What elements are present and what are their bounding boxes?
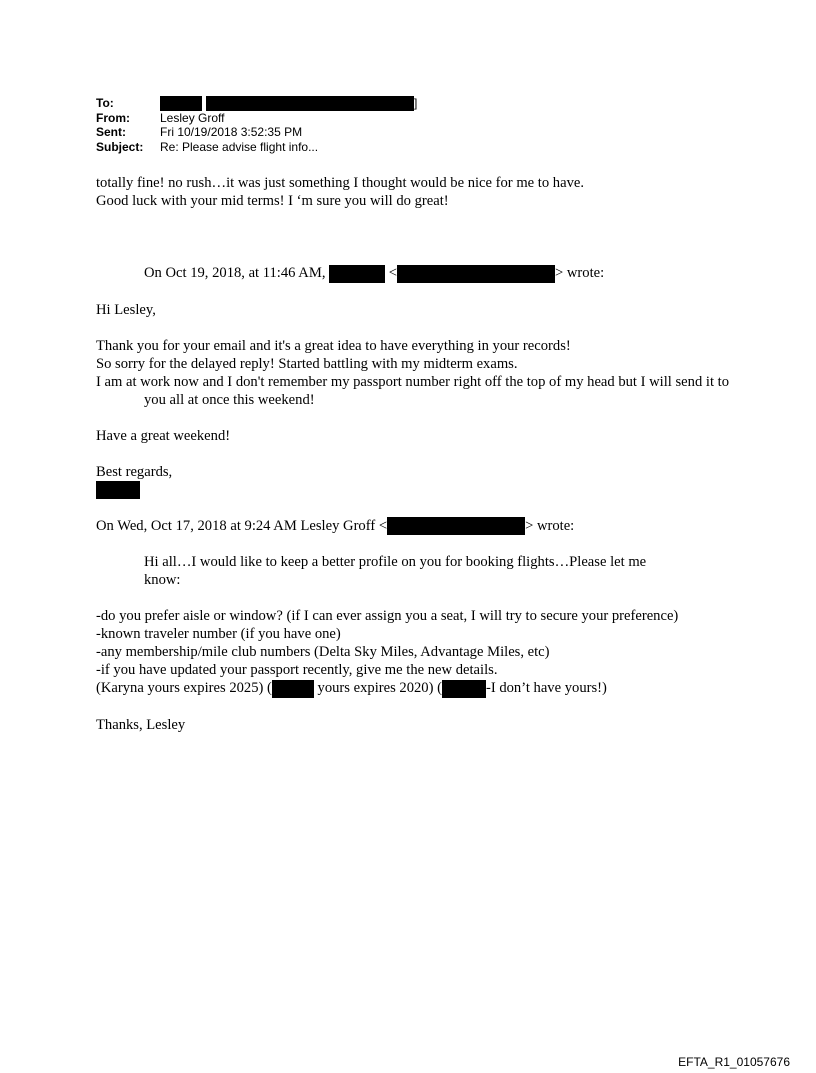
quote1-paragraph: So sorry for the delayed reply! Started battling with my midterm exams. [96,355,518,372]
to-trailing-bracket: ] [414,96,418,110]
redaction-box [397,265,555,283]
redaction-box [329,265,385,283]
redaction-box [387,517,525,535]
quote1-intro [96,264,736,283]
quote1-signoff: Best regards, [96,463,173,480]
sent-label: Sent: [96,125,126,139]
quote1-closing: Have a great weekend! [96,427,231,444]
quote1-wrote: > wrote: [555,265,605,281]
quote2-list-item: -known traveler number (if you have one) [96,626,341,643]
to-label: To: [96,96,114,110]
quote1-open-bracket: < [388,265,398,281]
subject-value: Re: Please advise flight info... [160,139,319,154]
from-value: Lesley Groff [160,110,225,125]
subject-row [96,140,417,155]
reply-line: totally fine! no rush…it was just something I thought would be nice for me to have. [96,175,584,191]
sent-row [96,125,417,140]
quote1-intro-text: On Oct 19, 2018, at 11:46 AM, [144,265,326,281]
subject-label: Subject: [96,139,144,154]
quote1-paragraph: Thank you for your email and it's a great idea to have everything in your records! [96,337,571,354]
quote2-message: Hi all…I would like to keep a better profile on you for booking flights…Please let me know: [144,554,647,589]
quote2-list-item: -any membership/mile club numbers (Delta Sky Miles, Advantage Miles, etc) [96,644,550,661]
sent-value: Fri 10/19/2018 3:52:35 PM [160,125,303,139]
email-header [96,96,417,154]
quote2-intro [96,517,736,536]
quote1-greeting: Hi Lesley, [96,301,156,318]
redaction-box [206,96,414,111]
quote2-list-item: -if you have updated your passport recently, give me the new details. [96,662,498,679]
redaction-box [96,481,140,499]
quote2-item5-c: -I don’t have yours!) [485,680,607,697]
quote2-item5-b: yours expires 2020) ( [313,680,442,697]
quote2-intro-text: On Wed, Oct 17, 2018 at 9:24 AM Lesley Groff < [96,517,388,534]
quote2-list-item [96,679,736,698]
quote1-paragraph: I am at work now and I don't remember my passport number right off the top of my head but I will send it to you all at once this weekend! [96,373,730,408]
redaction-box [160,96,202,111]
email-body [96,174,736,734]
from-row [96,111,417,126]
quote2-item5-a: (Karyna yours expires 2025) ( [96,680,272,697]
redaction-box [272,680,314,698]
quote2-wrote: > wrote: [525,517,575,534]
from-label: From: [96,110,130,125]
document-id: EFTA_R1_01057676 [678,1055,790,1069]
redaction-box [442,680,486,698]
to-row [96,96,417,111]
quote2-list-item: -do you prefer aisle or window? (if I can ever assign you a seat, I will try to secure your preference) [96,608,679,625]
reply-line: Good luck with your mid terms! I ‘m sure you will do great! [96,193,449,209]
quote2-thanks: Thanks, Lesley [96,716,186,733]
